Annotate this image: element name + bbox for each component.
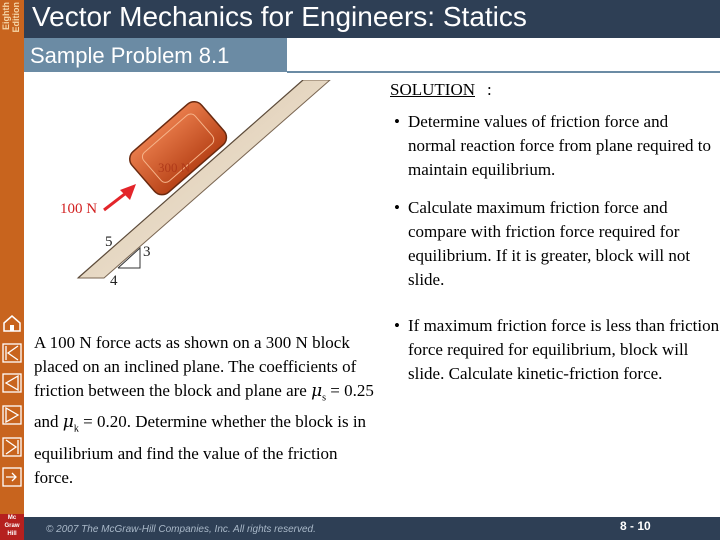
page-number: 8 - 10 [620,519,651,533]
solution-heading-colon: : [487,80,492,99]
incline-diagram [58,80,378,290]
publisher-logo: Mc Graw Hill [0,514,24,540]
next-slide-icon[interactable] [0,404,24,426]
page-title: Vector Mechanics for Engineers: Statics [32,1,527,32]
slope-run-label: 4 [110,273,118,289]
solution-heading: SOLUTION [390,80,475,99]
home-icon[interactable] [0,312,24,334]
edition-line2: Edition [11,2,21,33]
edition-line1: Eighth [1,2,11,30]
exit-icon[interactable] [0,466,24,488]
slope-rise-label: 3 [143,244,151,260]
slope-hyp-label: 5 [105,234,113,250]
force-label: 100 N [60,201,98,217]
block [126,98,231,199]
sidebar [0,0,24,540]
copyright-text: © 2007 The McGraw-Hill Companies, Inc. All rights reserved. [46,524,316,535]
weight-label: 300 N [158,160,191,175]
edition-badge [1,2,23,42]
header-rule [287,71,720,73]
problem-statement: A 100 N force acts as shown on a 300 N block placed on an inclined plane. The coefficients of friction between the block and plane are $\mu_s = 0.25$ and $\mu_k = 0.20$. Determine whether the block is in equilibrium and find the value of the friction force. [34,333,374,487]
solution-bullet: • Calculate maximum friction force and compare with friction force required for equilibrium. If it is greater, block will not slide. [394,198,691,289]
first-slide-icon[interactable] [0,342,24,364]
previous-slide-icon[interactable] [0,372,24,394]
solution-bullet: • Determine values of friction force and normal reaction force from plane required to maintain equilibrium. [394,112,712,179]
page-subtitle: Sample Problem 8.1 [30,43,230,68]
last-slide-icon[interactable] [0,436,24,458]
solution-bullet: • If maximum friction force is less than friction force required for equilibrium, block will slide. Calculate kinetic-friction force. [394,316,720,383]
